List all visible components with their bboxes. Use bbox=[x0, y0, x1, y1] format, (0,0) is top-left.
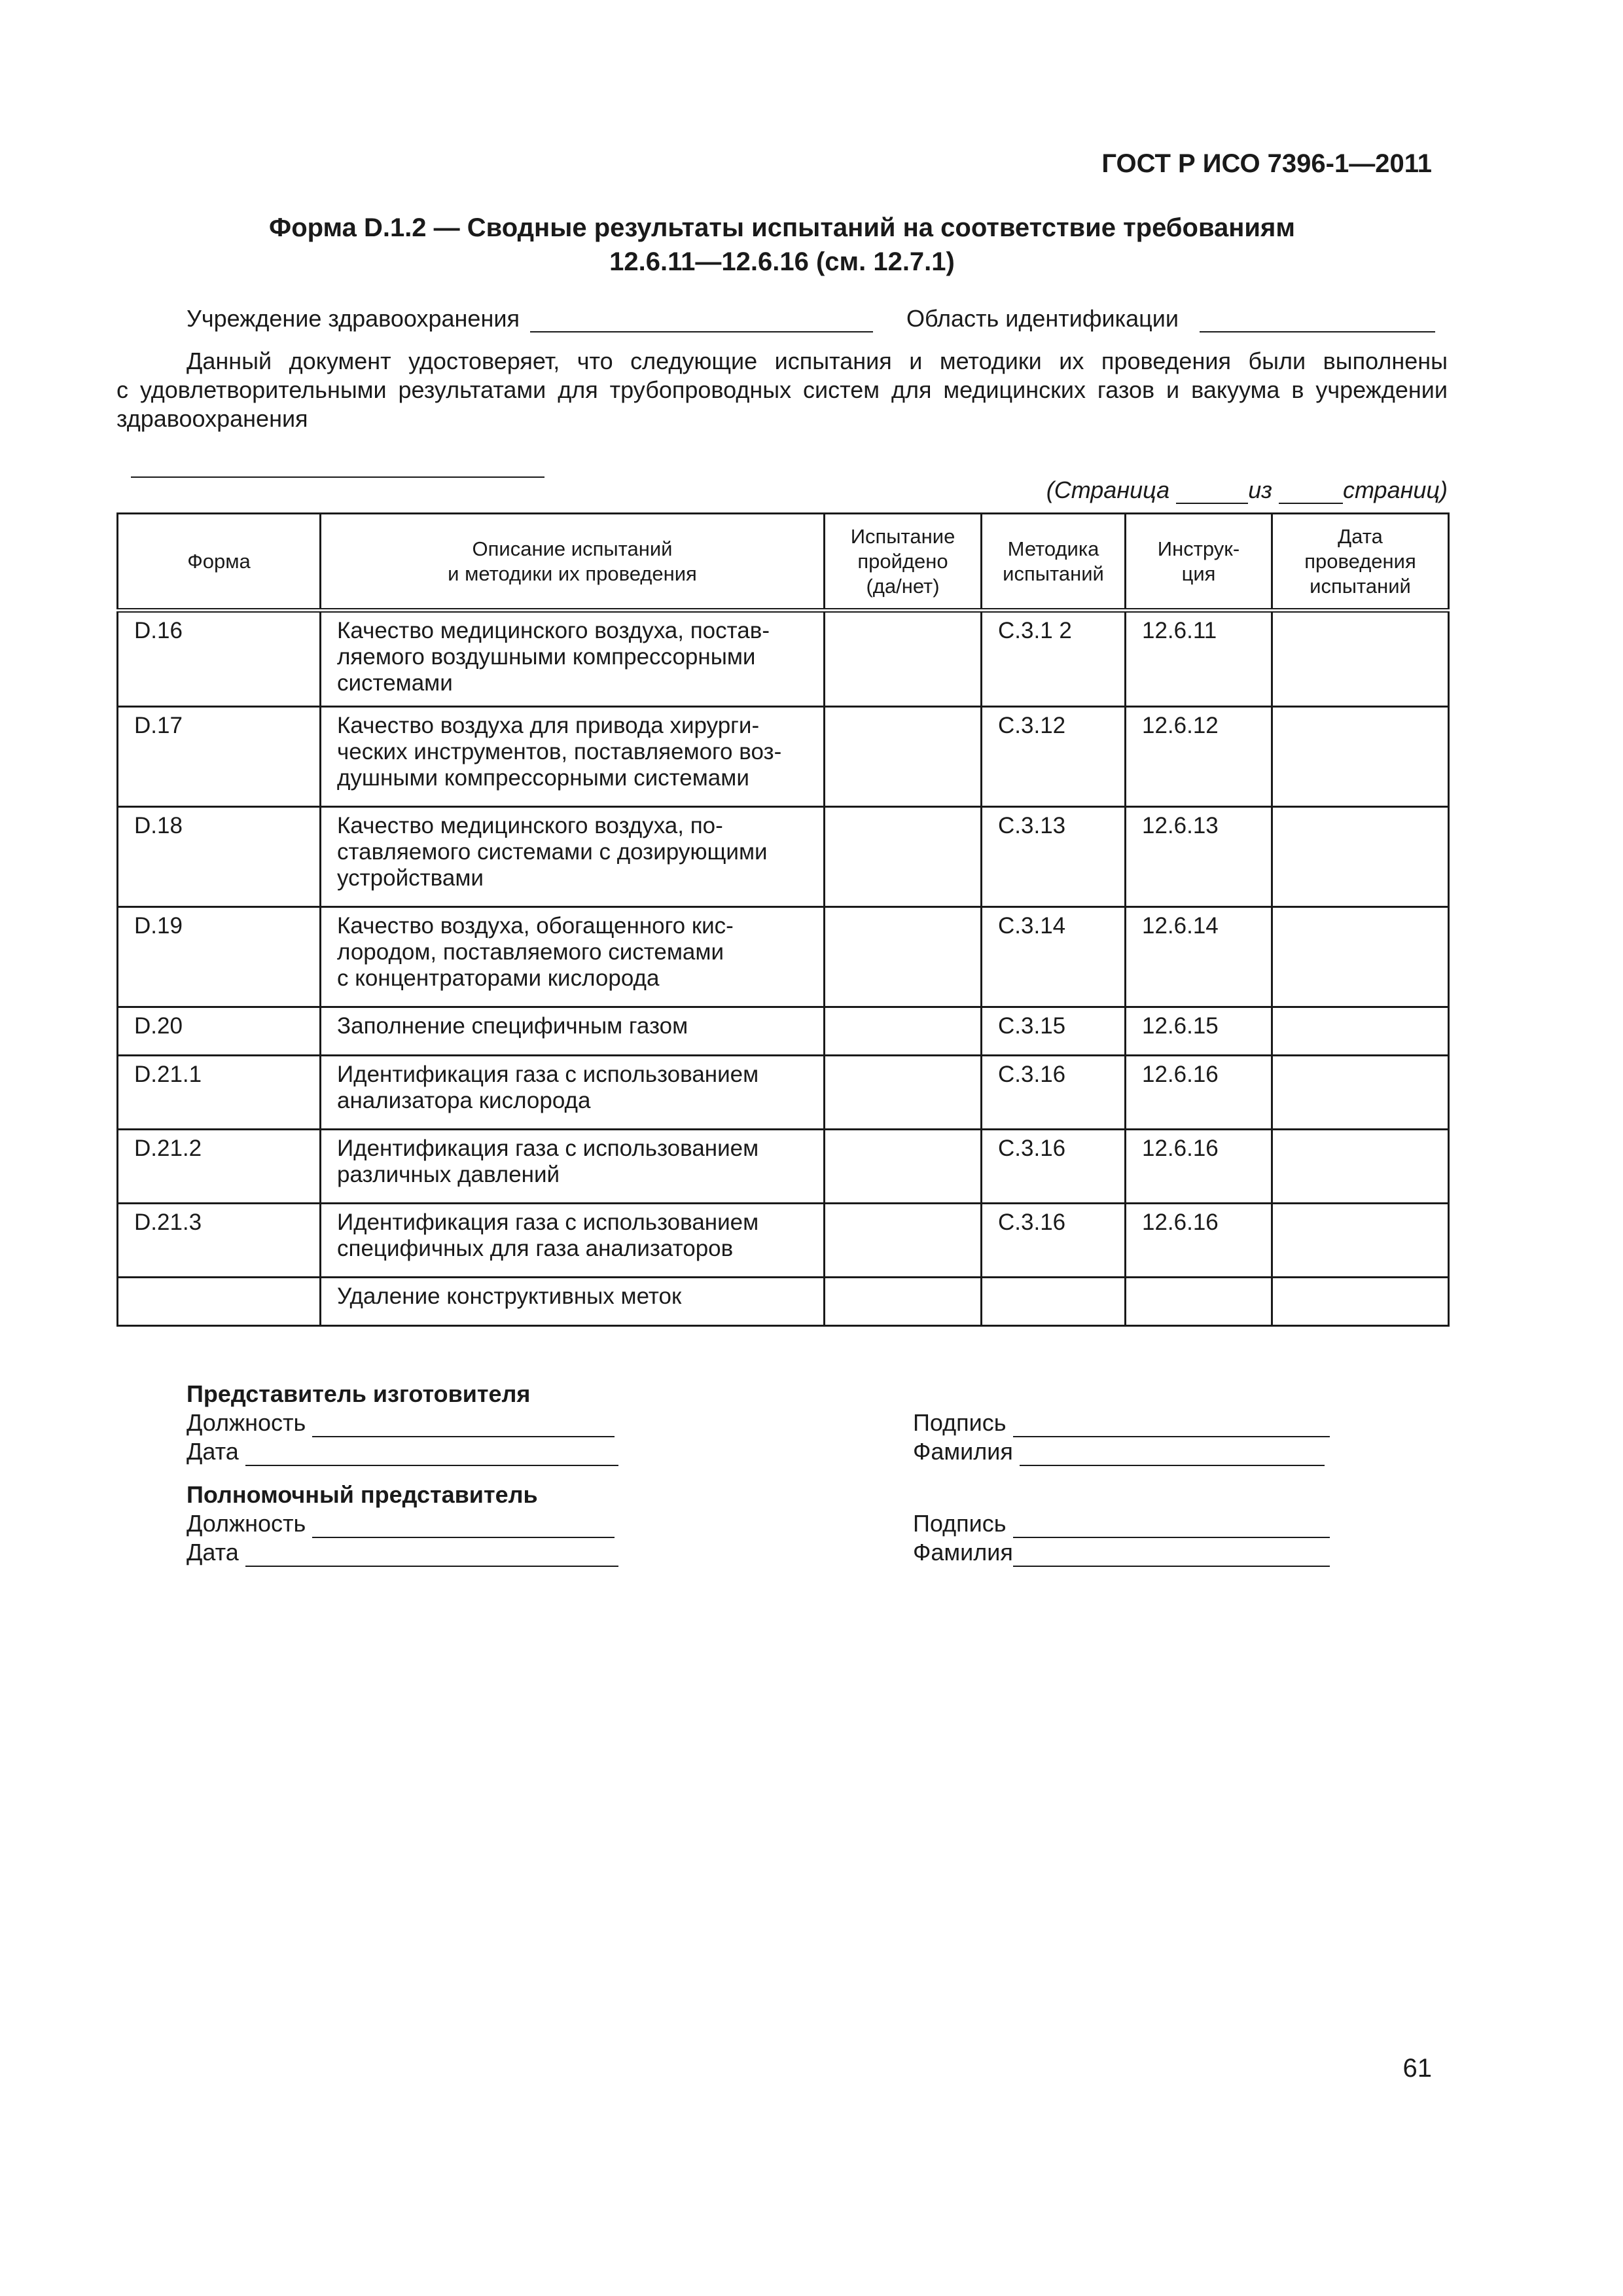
cell-date[interactable] bbox=[1272, 1278, 1449, 1326]
results-table-body bbox=[118, 611, 1449, 1326]
cell-passed[interactable] bbox=[825, 611, 982, 707]
header-method: Методика испытаний bbox=[982, 514, 1126, 611]
cell-instruction: 12.6.14 bbox=[1126, 907, 1272, 1007]
results-table bbox=[116, 512, 1450, 1327]
cell-form: D.17 bbox=[118, 707, 321, 807]
cell-form: D.21.2 bbox=[118, 1130, 321, 1204]
form-title-line-2: 12.6.11—12.6.16 (см. 12.7.1) bbox=[609, 247, 955, 276]
cell-description: Заполнение специфичным газом bbox=[321, 1007, 825, 1056]
cell-instruction: 12.6.11 bbox=[1126, 611, 1272, 707]
cell-instruction: 12.6.16 bbox=[1126, 1130, 1272, 1204]
cell-instruction: 12.6.13 bbox=[1126, 807, 1272, 907]
cell-instruction: 12.6.16 bbox=[1126, 1204, 1272, 1278]
table-row bbox=[118, 907, 1449, 1007]
authorized-signature-field[interactable] bbox=[1013, 1512, 1330, 1538]
manufacturer-sign-block bbox=[913, 1408, 1330, 1466]
cell-form: D.20 bbox=[118, 1007, 321, 1056]
institution-row bbox=[187, 305, 873, 332]
manufacturer-signature-label: Подпись bbox=[913, 1409, 1007, 1436]
manufacturer-position-field[interactable] bbox=[312, 1411, 615, 1437]
statement-paragraph bbox=[116, 347, 1448, 433]
cell-description: Качество медицинского воздуха, постав- ляемого воздушными компрессорными системами bbox=[321, 611, 825, 707]
cell-description: Идентификация газа с использованием анализатора кислорода bbox=[321, 1056, 825, 1130]
table-row bbox=[118, 1130, 1449, 1204]
page-total-field[interactable] bbox=[1279, 479, 1343, 504]
table-row bbox=[118, 1007, 1449, 1056]
institution-label: Учреждение здравоохранения bbox=[187, 305, 520, 332]
authorized-sign-block bbox=[913, 1509, 1330, 1567]
cell-method: C.3.1 2 bbox=[982, 611, 1126, 707]
manufacturer-surname-label: Фамилия bbox=[913, 1438, 1013, 1465]
cell-description: Идентификация газа с использованием различных давлений bbox=[321, 1130, 825, 1204]
header-passed: Испытание пройдено (да/нет) bbox=[825, 514, 982, 611]
form-title-line-1: Форма D.1.2 — Сводные результаты испытаний на соответствие требованиям bbox=[269, 213, 1295, 242]
cell-instruction bbox=[1126, 1278, 1272, 1326]
manufacturer-date-label: Дата bbox=[187, 1438, 239, 1465]
header-form: Форма bbox=[118, 514, 321, 611]
manufacturer-date-field[interactable] bbox=[245, 1440, 618, 1466]
institution-name-field[interactable] bbox=[131, 452, 544, 478]
authorized-position-field[interactable] bbox=[312, 1512, 615, 1538]
cell-date[interactable] bbox=[1272, 1007, 1449, 1056]
cell-date[interactable] bbox=[1272, 611, 1449, 707]
manufacturer-block bbox=[187, 1380, 618, 1466]
authorized-position-label: Должность bbox=[187, 1510, 306, 1537]
table-header-row bbox=[118, 514, 1449, 611]
page-count-open: (Страница bbox=[1046, 476, 1170, 503]
cell-description: Удаление конструктивных меток bbox=[321, 1278, 825, 1326]
table-row bbox=[118, 1278, 1449, 1326]
cell-passed[interactable] bbox=[825, 1007, 982, 1056]
cell-method: C.3.16 bbox=[982, 1204, 1126, 1278]
cell-method: C.3.16 bbox=[982, 1130, 1126, 1204]
cell-form bbox=[118, 1278, 321, 1326]
table-row bbox=[118, 1204, 1449, 1278]
page-number: 61 bbox=[1402, 2054, 1432, 2083]
cell-passed[interactable] bbox=[825, 1056, 982, 1130]
institution-field[interactable] bbox=[530, 306, 873, 332]
authorized-date-field[interactable] bbox=[245, 1541, 618, 1567]
manufacturer-surname-field[interactable] bbox=[1020, 1440, 1325, 1466]
statement-line-1: Данный документ удостоверяет, что следующие испытания и методики их проведения были выполнены bbox=[187, 348, 1448, 374]
cell-passed[interactable] bbox=[825, 807, 982, 907]
cell-form: D.21.1 bbox=[118, 1056, 321, 1130]
cell-date[interactable] bbox=[1272, 807, 1449, 907]
cell-form: D.19 bbox=[118, 907, 321, 1007]
manufacturer-signature-field[interactable] bbox=[1013, 1411, 1330, 1437]
cell-form: D.18 bbox=[118, 807, 321, 907]
cell-date[interactable] bbox=[1272, 1130, 1449, 1204]
cell-method: C.3.14 bbox=[982, 907, 1126, 1007]
cell-method: C.3.16 bbox=[982, 1056, 1126, 1130]
cell-passed[interactable] bbox=[825, 707, 982, 807]
cell-method: C.3.15 bbox=[982, 1007, 1126, 1056]
header-date: Дата проведения испытаний bbox=[1272, 514, 1449, 611]
cell-description: Качество медицинского воздуха, по- ставляемого системами с дозирующими устройствами bbox=[321, 807, 825, 907]
cell-description: Качество воздуха, обогащенного кис- лородом, поставляемого системами с концентраторами кислорода bbox=[321, 907, 825, 1007]
cell-description: Качество воздуха для привода хирурги- ческих инструментов, поставляемого воз- душными компрессорными системами bbox=[321, 707, 825, 807]
identification-area-label: Область идентификации bbox=[906, 305, 1179, 332]
page-count-close: страниц) bbox=[1342, 476, 1448, 503]
authorized-signature-label: Подпись bbox=[913, 1510, 1007, 1537]
cell-date[interactable] bbox=[1272, 907, 1449, 1007]
table-row bbox=[118, 807, 1449, 907]
standard-code: ГОСТ Р ИСО 7396-1—2011 bbox=[1101, 149, 1432, 178]
page-number-field[interactable] bbox=[1176, 479, 1248, 504]
authorized-heading: Полномочный представитель bbox=[187, 1481, 538, 1508]
cell-instruction: 12.6.15 bbox=[1126, 1007, 1272, 1056]
cell-form: D.16 bbox=[118, 611, 321, 707]
cell-description: Идентификация газа с использованием специфичных для газа анализаторов bbox=[321, 1204, 825, 1278]
header-instruction: Инструк- ция bbox=[1126, 514, 1272, 611]
page-count-of: из bbox=[1248, 476, 1272, 503]
cell-passed[interactable] bbox=[825, 907, 982, 1007]
cell-passed[interactable] bbox=[825, 1204, 982, 1278]
page-count bbox=[1046, 476, 1448, 504]
cell-method bbox=[982, 1278, 1126, 1326]
cell-form: D.21.3 bbox=[118, 1204, 321, 1278]
cell-date[interactable] bbox=[1272, 1204, 1449, 1278]
cell-passed[interactable] bbox=[825, 1130, 982, 1204]
statement-line-2: с удовлетворительными результатами для трубопроводных систем для медицинских газов и вакуума в учреждении bbox=[116, 376, 1448, 403]
cell-method: C.3.12 bbox=[982, 707, 1126, 807]
cell-instruction: 12.6.12 bbox=[1126, 707, 1272, 807]
table-row bbox=[118, 611, 1449, 707]
authorized-date-label: Дата bbox=[187, 1539, 239, 1566]
header-description: Описание испытаний и методики их проведения bbox=[321, 514, 825, 611]
identification-area-row bbox=[906, 305, 1435, 332]
authorized-surname-label: Фамилия bbox=[913, 1539, 1013, 1566]
authorized-surname-field[interactable] bbox=[1013, 1541, 1330, 1567]
cell-method: C.3.13 bbox=[982, 807, 1126, 907]
cell-date[interactable] bbox=[1272, 707, 1449, 807]
table-row bbox=[118, 707, 1449, 807]
manufacturer-heading: Представитель изготовителя bbox=[187, 1380, 531, 1407]
manufacturer-position-label: Должность bbox=[187, 1409, 306, 1436]
authorized-block bbox=[187, 1480, 618, 1567]
statement-line-3: здравоохранения bbox=[116, 405, 308, 432]
identification-area-field[interactable] bbox=[1200, 306, 1435, 332]
cell-instruction: 12.6.16 bbox=[1126, 1056, 1272, 1130]
cell-passed[interactable] bbox=[825, 1278, 982, 1326]
cell-date[interactable] bbox=[1272, 1056, 1449, 1130]
table-row bbox=[118, 1056, 1449, 1130]
form-title bbox=[118, 211, 1446, 279]
